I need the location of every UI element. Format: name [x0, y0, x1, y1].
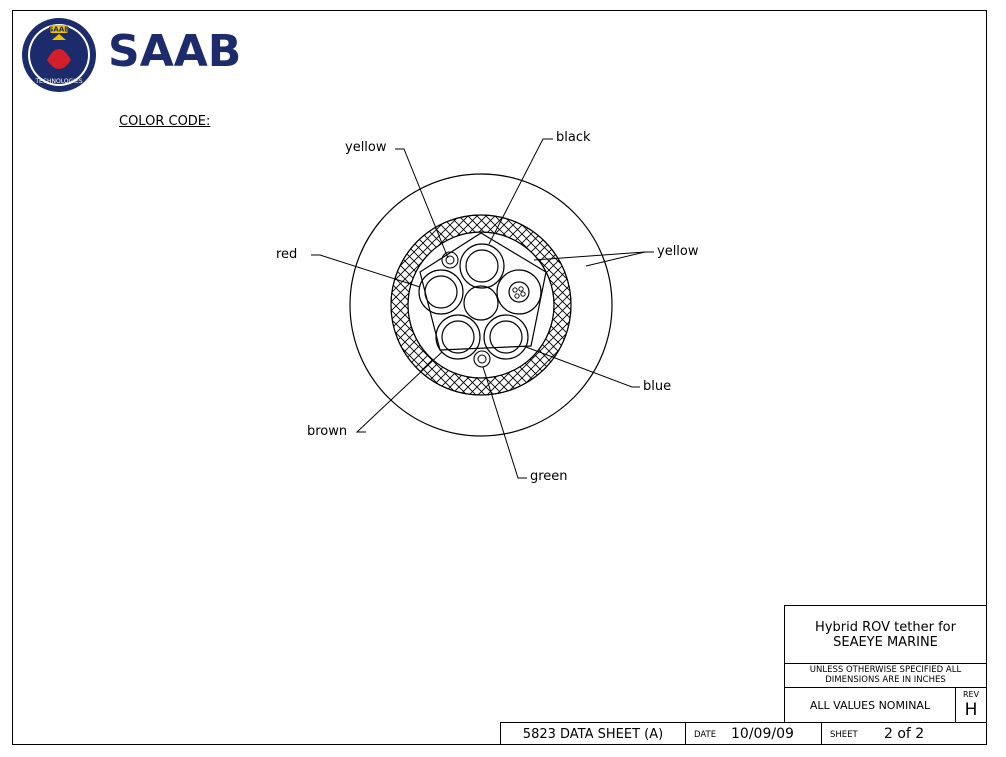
label-yellow-top: yellow [345, 140, 387, 155]
note-line-1: UNLESS OTHERWISE SPECIFIED ALL [809, 665, 962, 675]
center-filler [464, 286, 498, 320]
note-line-2: DIMENSIONS ARE IN INCHES [825, 675, 946, 685]
core-blue [484, 315, 528, 359]
title-block-date [685, 722, 822, 745]
label-red: red [276, 247, 298, 262]
seal-bottom-text: TECHNOLOGIES [35, 78, 83, 85]
outer-jacket [350, 174, 612, 436]
label-yellow-right: yellow [657, 244, 699, 259]
core-brown [436, 315, 480, 359]
title-line-2: SEAEYE MARINE [833, 635, 938, 650]
label-brown: brown [307, 424, 348, 439]
cable-geometry [350, 174, 612, 436]
saab-seal-logo [22, 18, 96, 92]
date-label: DATE [694, 730, 717, 740]
leader-lines [311, 139, 654, 478]
sheet-label: SHEET [830, 730, 858, 740]
armor-braid [391, 215, 571, 395]
title-block-title [784, 605, 987, 664]
title-block-values [784, 687, 956, 723]
title-block-doc [500, 722, 686, 745]
doc-title: 5823 DATA SHEET (A) [522, 727, 664, 742]
seal-top-text: SAAB [48, 25, 70, 34]
title-block-sheet [821, 722, 987, 745]
core-black [460, 244, 504, 288]
rev-value: H [964, 700, 978, 720]
title-block-note [784, 663, 987, 688]
title-block-rev [955, 687, 987, 723]
saab-wordmark: SAAB [108, 26, 242, 77]
small-conductor-green [474, 351, 490, 367]
title-line-1: Hybrid ROV tether for [815, 620, 956, 635]
color-code-heading: COLOR CODE: [119, 114, 211, 129]
rev-label: REV [962, 690, 980, 699]
sheet-value: 2 of 2 [884, 726, 925, 742]
values-note: ALL VALUES NOMINAL [809, 699, 931, 712]
label-blue: blue [643, 379, 672, 394]
date-value: 10/09/09 [731, 726, 794, 742]
label-green: green [530, 469, 568, 484]
small-conductor-yellow [442, 252, 458, 268]
label-black: black [556, 130, 591, 145]
core-fiber [497, 270, 541, 314]
